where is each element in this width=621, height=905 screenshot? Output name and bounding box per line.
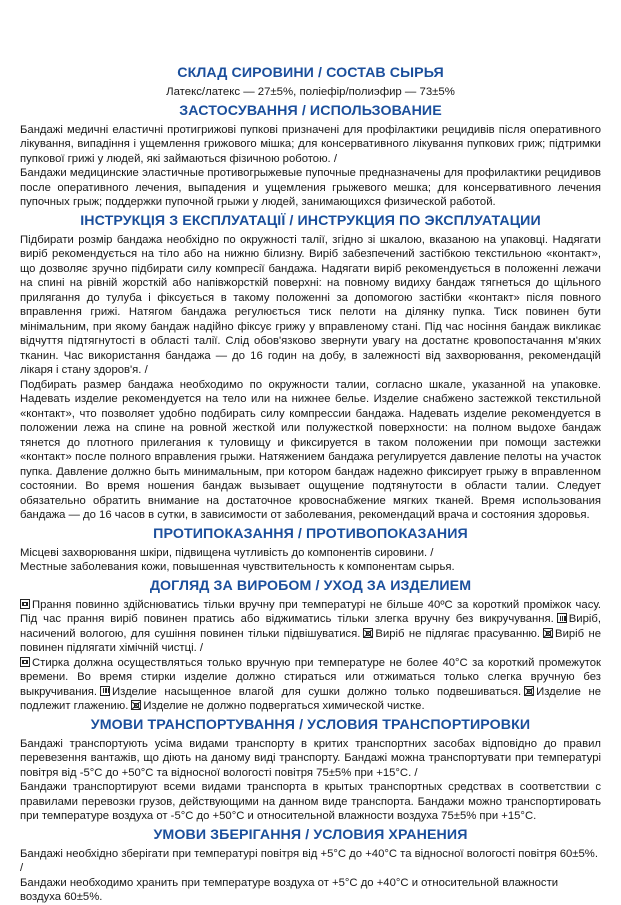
transport-paragraph-ua: Бандажі транспортують усіма видами транспорту в критих транспортних засобах відповідно до правил перевезення вантажів, що діють на даному виді транспорту. Бандажі можна транспортувати при температурі повітря від -5°С до +50°С та відносної вологості повітря 75±5% при +15°С. / bbox=[20, 737, 601, 779]
leaflet-content bbox=[20, 0, 601, 905]
drip-dry-hanging-symbol-icon-ru bbox=[100, 686, 110, 696]
contraindications-paragraph-ru: Местные заболевания кожи, повышенная чувствительность к компонентам сырья. bbox=[20, 561, 455, 574]
section-heading-composition: СКЛАД СИРОВИНИ / СОСТАВ СЫРЬЯ bbox=[177, 65, 444, 81]
care-paragraph-ua bbox=[20, 595, 601, 656]
care-text-ua-dryclean: Виріб не повинен підлягати хімічній чистці. / bbox=[20, 627, 601, 655]
care-paragraph-ru bbox=[20, 656, 601, 714]
care-text-ua-wash: Прання повинно здійснюватись тільки вручну при температурі не більше 40ºС за короткий проміжок часу. Під час прання виріб повинен пратись або віджиматись тільки злегка вручну без викручування. bbox=[20, 598, 601, 626]
composition-values: Латекс/латекс — 27±5%, поліефір/полиэфир — 73±5% bbox=[166, 85, 455, 98]
do-not-dry-clean-symbol-icon bbox=[543, 628, 553, 638]
hand-wash-symbol-icon bbox=[20, 599, 30, 609]
section-heading-contraindications: ПРОТИПОКАЗАННЯ / ПРОТИВОПОКАЗАНИЯ bbox=[153, 525, 468, 542]
section-heading-instructions: ІНСТРУКЦІЯ З ЕКСПЛУАТАЦІЇ / ИНСТРУКЦИЯ ПО ЭКСПЛУАТАЦИИ bbox=[80, 212, 541, 229]
care-text-ua-iron: Виріб не підлягає прасуванню. bbox=[375, 627, 541, 640]
care-text-ua-dry: Виріб, насичений вологою, для сушіння повинен тільки підвішуватися. bbox=[20, 613, 601, 640]
drip-dry-hanging-symbol-icon bbox=[557, 613, 567, 623]
instructions-paragraph-ua: Підбирати розмір бандажа необхідно по окружності талії, згідно зі шкалою, вказаною на упаковці. Надягати виріб рекомендується на тіло або на нижню білизну. Виріб забезпечений застібкою текстильною «контакт», що дозволяє зручно підбирати силу компресії бандажа. Надягати виріб рекомендується в положенні лежачи на спині на рівній жорсткій або напівжорсткій поверхні: на повному видиху бандаж тягнеться до щільного прилягання до тулуба і фіксується в такому положенні за допомогою застібки «контакт» після повного вправлення грижі. Натягом бандажа регулюється тиск пелоти на ділянку пупка. Тиск повинен бути мінімальним, при якому бандаж надійно фіксує грижу у вправленому стані. Під час носіння бандаж викликає відчуття підтягнутості в області талії. Слід обов'язково звернути увагу на достатнє кровопостачання м'яких тканин. Час використання бандажа — до 16 годин на добу, в залежності від захворювання, рекомендацій лікаря і стану здоров'я. / bbox=[20, 233, 601, 377]
section-heading-application: ЗАСТОСУВАННЯ / ИСПОЛЬЗОВАНИЕ bbox=[179, 102, 442, 119]
instructions-paragraph-ru: Подбирать размер бандажа необходимо по окружности талии, согласно шкале, указанной на упаковке. Надевать изделие рекомендуется на тело или на нижнее белье. Изделие снабжено застежкой текстильной «контакт», что позволяет удобно подбирать силу компрессии бандажа. Надевать изделие рекомендуется в положении лежа на спине на ровной жесткой или полужесткой поверхности: на полном выдохе бандаж тянется до плотного прилегания к туловищу и фиксируется в таком положении при помощи застежки «контакт» после полного вправления грыжи. Натяжением бандажа регулируется давление пелоты на участок пупка. Давление должно быть минимальным, при котором бандаж надежно фиксирует грыжу в вправленном состоянии. Во время ношения бандаж вызывает ощущение подтянутости в области талии. Следует обязательно обратить внимание на достаточное кровоснабжение мягких тканей. Время использования бандажа — до 16 часов в сутки, в зависимости от заболевания, рекомендаций врача и состояния здоровья. bbox=[20, 378, 601, 522]
care-text-ru-wash: Стирка должна осуществляться только вручную при температуре не более 40°С за короткий промежуток времени. Во время стирки изделие должно стираться или отжиматься только слегка вручную без выкручивания. bbox=[20, 656, 601, 698]
care-text-ru-iron: Изделие не подлежит глажению. bbox=[20, 685, 601, 713]
care-text-ru-dryclean: Изделие не должно подвергаться химической чистке. bbox=[143, 700, 425, 713]
hand-wash-symbol-icon-ru bbox=[20, 657, 30, 667]
section-heading-transport: УМОВИ ТРАНСПОРТУВАННЯ / УСЛОВИЯ ТРАНСПОРТИРОВКИ bbox=[90, 716, 531, 733]
section-heading-care: ДОГЛЯД ЗА ВИРОБОМ / УХОД ЗА ИЗДЕЛИЕМ bbox=[149, 577, 472, 594]
care-text-ru-dry: Изделие насыщенное влагой для сушки должно только подвешиваться. bbox=[112, 685, 522, 698]
do-not-dry-clean-symbol-icon-ru bbox=[131, 700, 141, 710]
application-paragraph-ru: Бандажи медицинские эластичные противогрыжевые пупочные предназначены для профилактики рецидивов после оперативного лечения, выпадения и ущемления грыжевого мешка; для консервативного лечения пупочных грыж; поддержки пупочной грыжи у людей, занимающихся физической работой. bbox=[20, 167, 601, 209]
section-heading-storage: УМОВИ ЗБЕРІГАННЯ / УСЛОВИЯ ХРАНЕНИЯ bbox=[153, 826, 468, 843]
do-not-iron-symbol-icon bbox=[363, 628, 373, 638]
do-not-iron-symbol-icon-ru bbox=[524, 686, 534, 696]
storage-paragraph-ua: Бандажі необхідно зберігати при температурі повітря від +5°С до +40°С та відносної вологості повітря 60±5%. / bbox=[20, 847, 598, 875]
storage-paragraph-ru: Бандажи необходимо хранить при температуре воздуха от +5°С до +40°С и относительной влажности воздуха 60±5%. bbox=[20, 876, 559, 904]
application-paragraph-ua: Бандажі медичні еластичні протигрижові пупкові призначені для профілактики рецидивів після оперативного лікування, випадіння і ущемлення грижового мішка; для консервативного лікування пупкових гриж; підтримки пупкової грижі у людей, які займаються фізичною роботою. / bbox=[20, 123, 601, 165]
contraindications-paragraph-ua: Місцеві захворювання шкіри, підвищена чутливість до компонентів сировини. / bbox=[20, 546, 434, 559]
transport-paragraph-ru: Бандажи транспортируют всеми видами транспорта в крытых транспортных средствах в соответствии с правилами перевозки грузов, действующими на данном виде транспорта. Бандажи можно транспортировать при температуре воздуха от -5°С до +50°С и относительной влажности воздуха 75±5% при +15°С. bbox=[20, 781, 601, 823]
